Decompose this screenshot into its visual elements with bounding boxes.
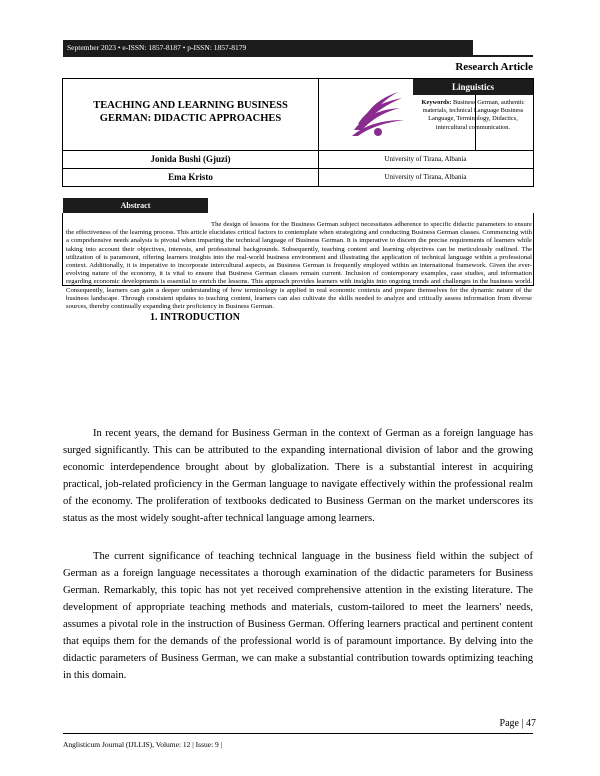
paragraph-2: The current significance of teaching technical language in the business field within the subject of German as a foreign language necessitates a thorough examination of the didactic parameters for Business German. Remarkably, this topic has not yet received comprehensive attention in the existing literature. The development of appropriate teaching methods and materials, custom-tailored to meet the learners' needs, assumes a pivotal role in the instruction of Business German. Offering learners practical and pertinent content that equips them for the demands of the professional world is of paramount importance. By delving into the didactic parameters of Business German, we can make a substantial contribution towards optimizing teaching in this domain. [63, 551, 533, 681]
article-type: Research Article [455, 61, 533, 73]
title-block [62, 78, 534, 151]
title-line-1: TEACHING AND LEARNING BUSINESS [93, 100, 288, 111]
author-name: Ema Kristo [63, 169, 319, 186]
keywords-cell [413, 79, 533, 150]
abstract-text: The design of lessons for the Business German subject necessitates adherence to specific didactic parameters to ensure the effectiveness of the learning process. This article elucidates critical factors to contemplate when strategizing and conducting Business German classes. Commencing with a comprehensive needs analysis is pivotal when imparting the technical language of Business German. It is imperative to discern the precise requirements of learners while taking into account their objectives, interests, and professional backgrounds. Subsequently, teaching content and learning objectives can be meticulously outlined. The utilization of is paramount, offering learners insights into the real-world business environment and illustrating the application of technical language within a professional context. Additionally, it is imperative to incorporate intercultural aspects, as Business German is frequently employed within an international framework. Given the ever-evolving nature of the economy, it is vital to ensure that Business German classes remain current. Inclusion of contemporary examples, case studies, and information regarding economic developments is essential to enrich the lessons. This approach provides learners with insights into ongoing trends and challenges in the business world. Consequently, learners can gain a deeper understanding of how terminology is applied in real economic contexts and prepare themselves for the dynamic nature of the business landscape. Through consistent updates to teaching content, learners can also cultivate the skills needed to analyze and critically assess information from diverse sources, thereby continually expanding their proficiency in Business German. [66, 221, 532, 311]
abstract-label: Abstract [63, 198, 208, 213]
abstract-box [62, 213, 534, 311]
journal-logo-icon [348, 90, 408, 140]
page-number: Page | 47 [499, 718, 536, 729]
author-row-1 [62, 151, 534, 169]
author-name: Jonida Bushi (Gjuzi) [63, 151, 319, 168]
author-row-2 [62, 169, 534, 187]
top-divider [63, 55, 533, 57]
footer-divider [63, 733, 533, 734]
title-line-2: GERMAN: DIDACTIC APPROACHES [99, 113, 282, 124]
paper-title [63, 99, 318, 125]
category-bar: Linguistics [413, 79, 533, 95]
keywords-text: Business German, authentic materials, technical Language Business Language, Terminology, Didactics, intercultural communication. [422, 99, 525, 131]
keywords-label: Keywords: [421, 99, 452, 106]
issn-bar [63, 40, 473, 55]
title-cell [63, 79, 319, 150]
journal-footer: Anglisticum Journal (IJLLIS), Volume: 12 | Issue: 9 | [63, 740, 223, 749]
issn-line: September 2023 • e-ISSN: 1857-8187 • p-ISSN: 1857-8179 [67, 43, 247, 52]
author-affiliation: University of Tirana, Albania [384, 155, 467, 163]
section-heading: 1. INTRODUCTION [150, 312, 241, 323]
paragraph-1: In recent years, the demand for Business German in the context of German as a foreign language has surged significantly. This can be attributed to the expanding international division of labor and the growing economic interdependence brought about by globalization. There is a substantial interest in acquiring practical, job-related proficiency in the German language to navigate effectively within the professional realm of the economy. The proliferation of textbooks dedicated to Business German on the market underscores its status as the most widely sought-after technical language among learners. [63, 428, 533, 524]
author-affiliation: University of Tirana, Albania [384, 173, 467, 181]
keywords [417, 99, 529, 132]
